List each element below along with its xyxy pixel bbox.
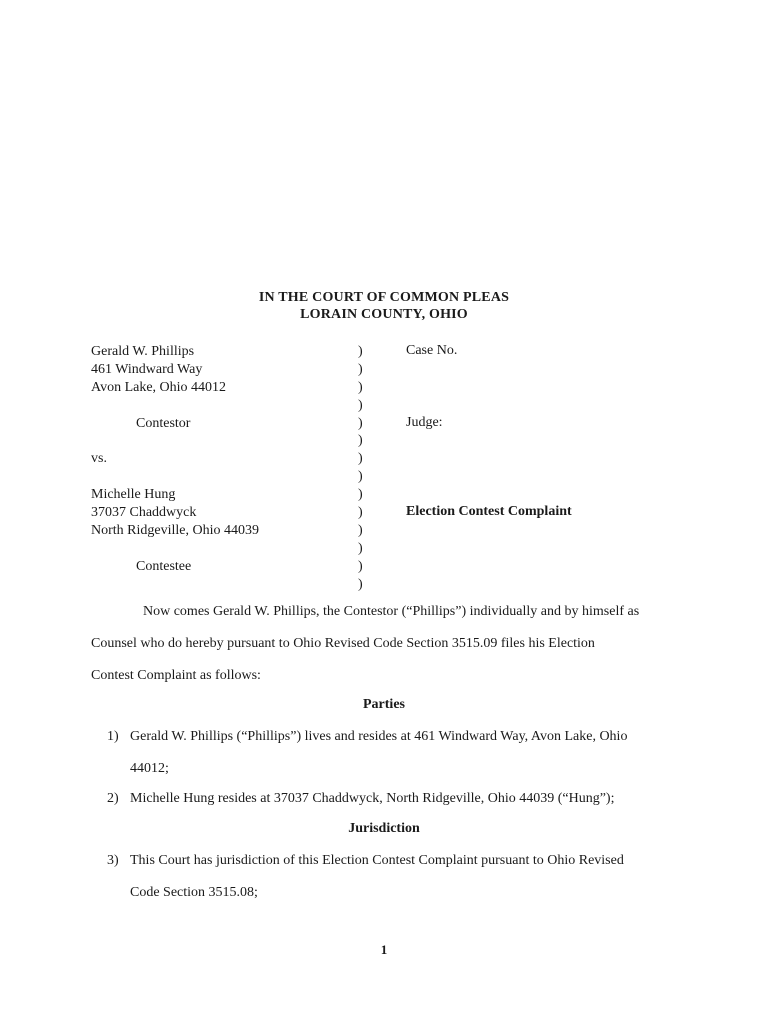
- caption-paren: ): [358, 344, 363, 359]
- item-number: 2): [107, 791, 119, 806]
- contestee-label: Contestee: [136, 558, 192, 574]
- contestee-street: 37037 Chaddwyck: [91, 505, 197, 521]
- caption-blank: [91, 540, 351, 558]
- caption-paren: ): [358, 451, 363, 467]
- caption-paren: ): [358, 379, 363, 395]
- caption-blank: [91, 468, 351, 486]
- caption-paren: ): [358, 415, 363, 431]
- page-number: 1: [380, 942, 388, 957]
- judge-label: Judge:: [406, 415, 443, 430]
- contestor-city: Avon Lake, Ohio 44012: [91, 379, 227, 395]
- case-number-label: Case No.: [406, 343, 458, 358]
- caption-paren: ): [358, 540, 363, 556]
- caption-paren: ): [358, 558, 363, 574]
- caption-paren: ): [358, 433, 363, 449]
- contestor-label: Contestor: [136, 415, 191, 431]
- item-number: 3): [107, 853, 119, 868]
- item-number: 1): [107, 729, 119, 744]
- court-heading-line2: LORAIN COUNTY, OHIO: [300, 307, 468, 322]
- section-heading-jurisdiction: Jurisdiction: [348, 821, 420, 836]
- caption-parenthesis-column: [358, 343, 370, 593]
- caption-paren: ): [358, 576, 363, 592]
- court-heading-line1: IN THE COURT OF COMMON PLEAS: [258, 290, 510, 305]
- contestee-name: Michelle Hung: [91, 487, 176, 503]
- case-caption-parties: [91, 343, 351, 576]
- intro-line-1: Now comes Gerald W. Phillips, the Contestor (“Phillips”) individually and by himself as: [143, 604, 640, 619]
- numbered-item-3: [107, 845, 697, 909]
- intro-paragraph: [91, 596, 691, 692]
- numbered-item-2: [107, 783, 697, 815]
- numbered-item-1: [107, 721, 697, 785]
- contestor-name: Gerald W. Phillips: [91, 344, 195, 359]
- versus-label: vs.: [91, 451, 107, 467]
- caption-blank: [91, 397, 351, 415]
- item-text-line: Michelle Hung resides at 37037 Chaddwyck, North Ridgeville, Ohio 44039 (“Hung”);: [130, 791, 615, 806]
- contestor-street: 461 Windward Way: [91, 361, 203, 377]
- caption-paren: ): [358, 487, 363, 503]
- caption-paren: ): [358, 522, 363, 538]
- caption-blank: [91, 432, 351, 450]
- caption-paren: ): [358, 469, 363, 485]
- item-text-line: 44012;: [130, 761, 169, 776]
- intro-line-2: Counsel who do hereby pursuant to Ohio Revised Code Section 3515.09 files his Election: [91, 636, 595, 651]
- caption-paren: ): [358, 397, 363, 413]
- document-title: Election Contest Complaint: [406, 504, 572, 519]
- intro-line-3: Contest Complaint as follows:: [91, 668, 261, 683]
- item-text-line: Gerald W. Phillips (“Phillips”) lives and resides at 461 Windward Way, Avon Lake, Ohio: [130, 729, 628, 744]
- caption-paren: ): [358, 505, 363, 521]
- section-heading-parties: Parties: [363, 697, 405, 712]
- item-text-line: Code Section 3515.08;: [130, 885, 258, 900]
- caption-paren: ): [358, 361, 363, 377]
- contestee-city: North Ridgeville, Ohio 44039: [91, 522, 259, 538]
- item-text-line: This Court has jurisdiction of this Election Contest Complaint pursuant to Ohio Revised: [130, 853, 624, 868]
